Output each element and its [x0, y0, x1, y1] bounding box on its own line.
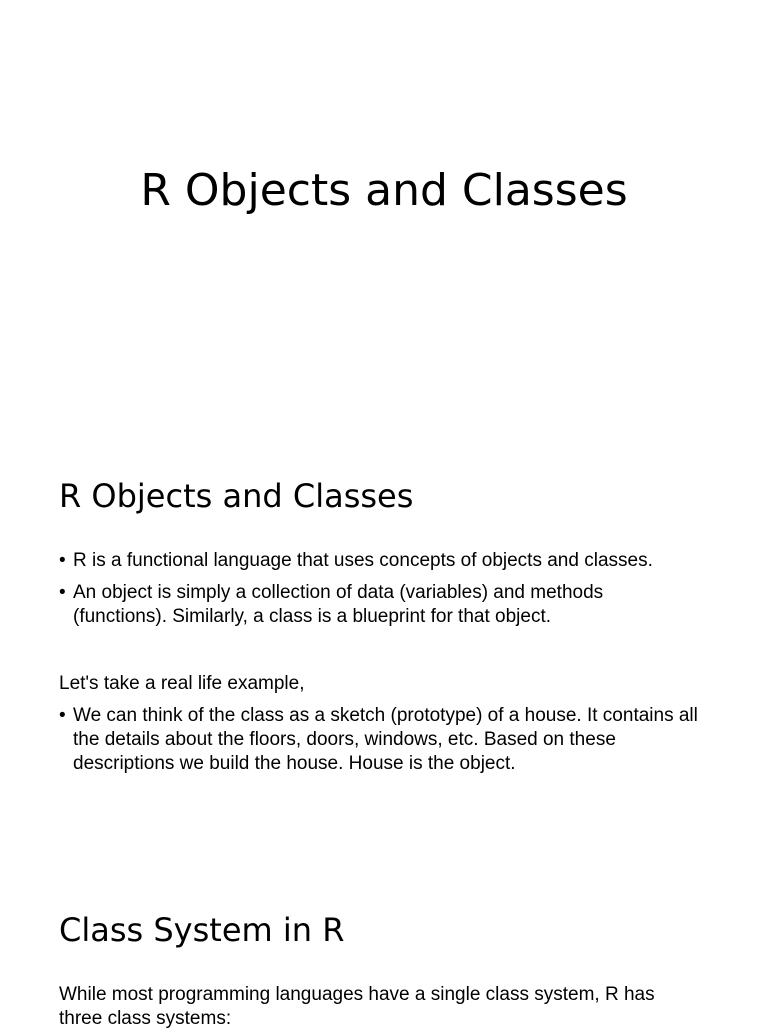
bullet-icon: •	[59, 582, 66, 603]
bullet-text: We can think of the class as a sketch (prototype) of a house. It contains all the details about the floors, doors, windows, etc. Based on these descriptions we build the house. House is the object.	[73, 705, 698, 774]
section-heading: Class System in R	[59, 911, 345, 949]
bullet-text: R is a functional language that uses concepts of objects and classes.	[73, 550, 653, 571]
section-heading: R Objects and Classes	[59, 477, 414, 515]
slide-title: R Objects and Classes	[140, 165, 628, 216]
example-intro: Let's take a real life example,	[59, 673, 305, 694]
bullet-icon: •	[59, 705, 66, 726]
intro-paragraph: While most programming languages have a single class system, R has three class systems:	[59, 984, 655, 1029]
bullet-icon: •	[59, 550, 66, 571]
bullet-text: An object is simply a collection of data (variables) and methods (functions). Similarly, a class is a blueprint for that object.	[73, 582, 604, 627]
